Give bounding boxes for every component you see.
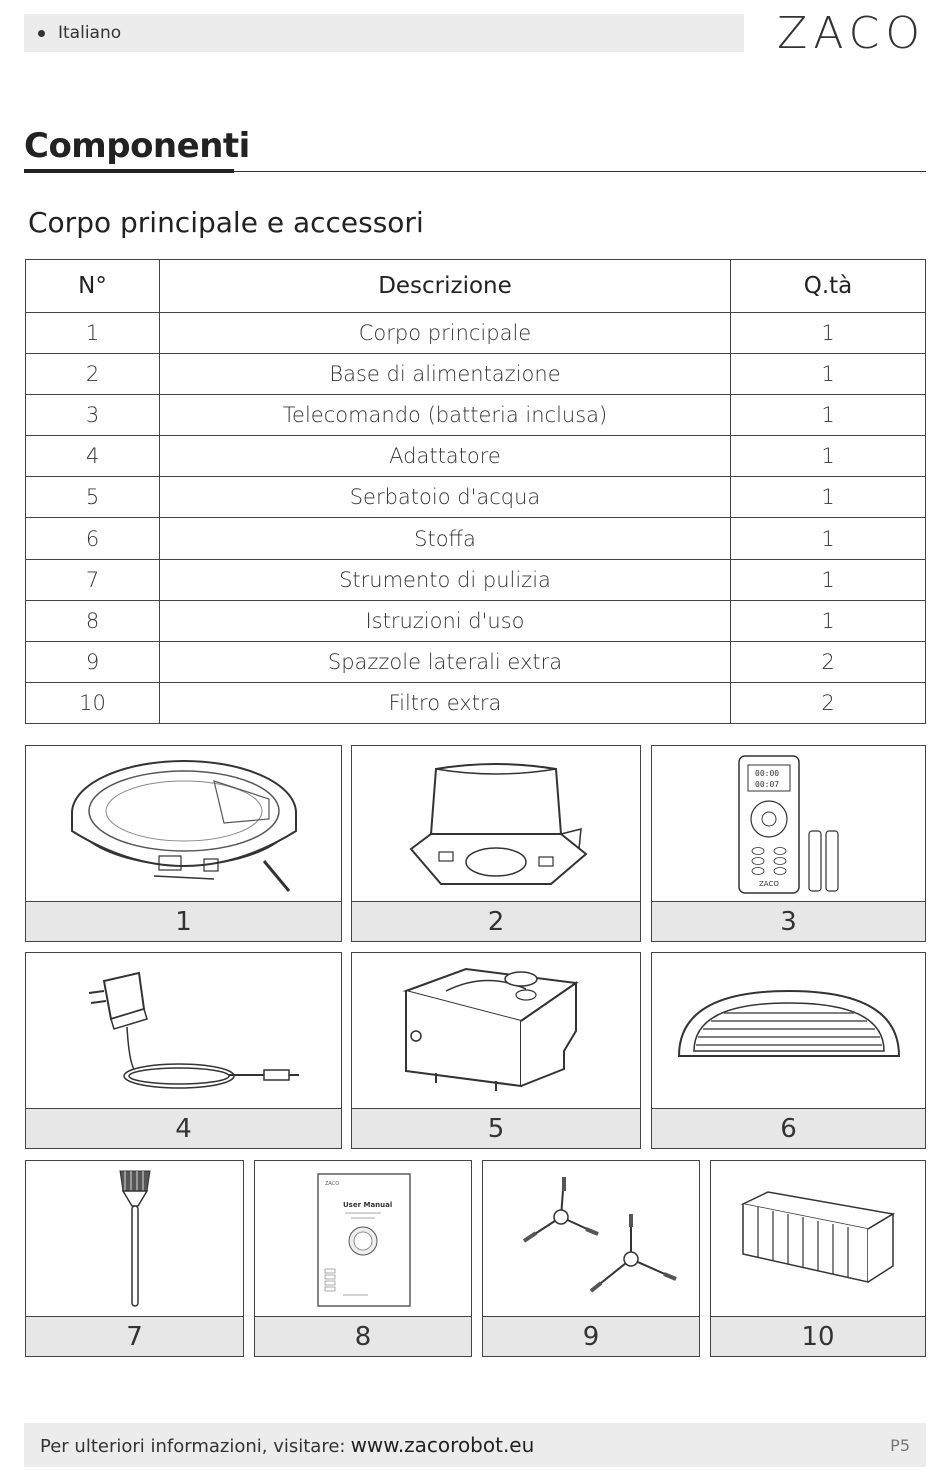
component-card-6 (651, 952, 926, 1149)
table-row (26, 354, 926, 395)
website-link[interactable]: www.zacorobot.eu (350, 1433, 535, 1457)
table-row (26, 682, 926, 723)
card-number: 7 (26, 1316, 243, 1356)
cell-number: 4 (26, 436, 160, 477)
card-number: 10 (711, 1316, 925, 1356)
component-card-5 (351, 952, 641, 1149)
bullet-icon (38, 30, 45, 37)
header-quantity: Q.tà (731, 260, 926, 313)
cell-quantity: 1 (731, 436, 926, 477)
cleaning-brush-icon (105, 1166, 165, 1311)
cell-number: 1 (26, 313, 160, 354)
header-description: Descrizione (160, 260, 731, 313)
subtitle: Corpo principale e accessori (28, 206, 424, 239)
table-row (26, 477, 926, 518)
cell-quantity: 1 (731, 477, 926, 518)
cell-quantity: 1 (731, 395, 926, 436)
footer-bar (24, 1423, 926, 1467)
component-card-1 (25, 745, 342, 942)
manual-brand: ZACO (325, 1180, 340, 1187)
card-number: 5 (352, 1108, 640, 1148)
component-card-10 (710, 1160, 926, 1357)
component-card-9 (482, 1160, 700, 1357)
header-number: N° (26, 260, 160, 313)
cell-description: Base di alimentazione (160, 354, 731, 395)
card-number: 2 (352, 901, 640, 941)
language-label: Italiano (58, 23, 122, 43)
component-card-4 (25, 952, 342, 1149)
cell-quantity: 1 (731, 559, 926, 600)
cell-description: Telecomando (batteria inclusa) (160, 395, 731, 436)
cell-quantity: 1 (731, 518, 926, 559)
cell-quantity: 1 (731, 313, 926, 354)
section-title: Componenti (24, 126, 250, 166)
card-number: 6 (652, 1108, 925, 1148)
table-row (26, 395, 926, 436)
cell-number: 5 (26, 477, 160, 518)
brand-logo: ZACO (777, 8, 926, 59)
table-row (26, 436, 926, 477)
language-bar (24, 14, 744, 52)
water-tank-icon (396, 961, 596, 1101)
cell-number: 9 (26, 641, 160, 682)
cell-number: 6 (26, 518, 160, 559)
cell-description: Istruzioni d'uso (160, 600, 731, 641)
cell-quantity: 1 (731, 354, 926, 395)
cell-description: Corpo principale (160, 313, 731, 354)
table-row (26, 559, 926, 600)
cell-description: Serbatoio d'acqua (160, 477, 731, 518)
card-number: 8 (255, 1316, 471, 1356)
card-number: 9 (483, 1316, 699, 1356)
card-number: 3 (652, 901, 925, 941)
title-underline (24, 169, 234, 173)
display-line-1: 00:00 (754, 769, 779, 778)
component-card-3 (651, 745, 926, 942)
cell-description: Strumento di pulizia (160, 559, 731, 600)
cell-quantity: 1 (731, 600, 926, 641)
table-row (26, 600, 926, 641)
table-row (26, 313, 926, 354)
page-number: P5 (890, 1435, 910, 1455)
cell-number: 3 (26, 395, 160, 436)
cell-number: 7 (26, 559, 160, 600)
component-card-2 (351, 745, 641, 942)
cell-number: 2 (26, 354, 160, 395)
side-brushes-icon (496, 1169, 686, 1309)
cell-number: 10 (26, 682, 160, 723)
display-line-2: 00:07 (754, 780, 779, 789)
mop-cloth-icon (669, 971, 909, 1091)
component-card-7 (25, 1160, 244, 1357)
cell-quantity: 2 (731, 641, 926, 682)
remote-brand: ZACO (758, 880, 779, 888)
cell-description: Filtro extra (160, 682, 731, 723)
cell-description: Adattatore (160, 436, 731, 477)
cell-number: 8 (26, 600, 160, 641)
cell-description: Stoffa (160, 518, 731, 559)
user-manual-icon (313, 1169, 413, 1309)
table-row (26, 641, 926, 682)
card-number: 1 (26, 901, 341, 941)
components-table (25, 259, 926, 724)
manual-title: User Manual (343, 1200, 393, 1209)
charging-base-icon (401, 754, 591, 894)
table-row (26, 518, 926, 559)
filter-icon (733, 1184, 903, 1294)
card-number: 4 (26, 1108, 341, 1148)
footer-text: Per ulteriori informazioni, visitare: (40, 1436, 346, 1457)
table-header-row (26, 260, 926, 313)
power-adapter-icon (59, 961, 309, 1101)
component-card-8 (254, 1160, 472, 1357)
cell-description: Spazzole laterali extra (160, 641, 731, 682)
robot-vacuum-icon (64, 751, 304, 896)
remote-control-icon (724, 751, 854, 896)
cell-quantity: 2 (731, 682, 926, 723)
